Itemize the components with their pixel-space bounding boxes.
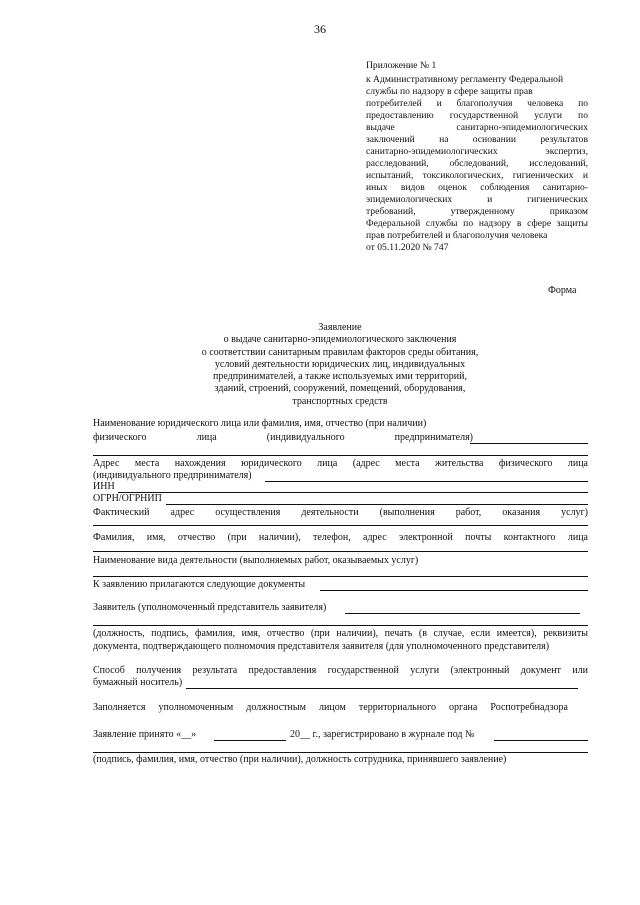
activity-type-label: Наименование вида деятельности (выполняемых работ, оказываемых услуг) — [93, 555, 419, 566]
appendix-line: потребителей и благополучия человека по — [366, 98, 588, 109]
appendix-line: выдаче санитарно-эпидемиологических — [366, 122, 588, 133]
signature-field[interactable] — [93, 625, 588, 626]
applicant-name-field-2[interactable] — [93, 455, 588, 456]
appendix-line: заключений на основании результатов — [366, 134, 588, 145]
contact-person-label: Фамилия, имя, отчество (при наличии), телефон, адрес электронной почты контактного лица — [93, 532, 588, 543]
title-line: транспортных средств — [292, 395, 388, 407]
registration-number-field[interactable] — [494, 740, 588, 741]
page-number: 36 — [314, 22, 326, 36]
accepted-prefix: Заявление принято «__» — [93, 729, 197, 740]
accepted-month-field[interactable] — [214, 740, 286, 741]
actual-address-field[interactable] — [93, 525, 588, 526]
appendix-heading: Приложение № 1 — [366, 60, 437, 71]
title-line: о соответствии санитарным правилам факторов среды обитания, — [201, 346, 479, 358]
applicant-name-field[interactable] — [470, 443, 588, 444]
appendix-line: эпидемиологических и гигиенических — [366, 194, 588, 205]
title-heading: Заявление — [318, 322, 362, 333]
signature-caption: (должность, подпись, фамилия, имя, отчество (при наличии), печать (в случае, если имеется), реквизиты — [93, 628, 588, 639]
address-field[interactable] — [265, 481, 588, 482]
appendix-line: к Административному регламенту Федеральной — [366, 74, 564, 85]
inn-label: ИНН — [93, 481, 115, 492]
ogrn-field[interactable] — [166, 504, 588, 505]
title-line: зданий, строений, сооружений, помещений, оборудования, — [214, 383, 466, 395]
applicant-label: Заявитель (уполномоченный представитель заявителя) — [93, 602, 327, 613]
address-label-2: (индивидуального предпринимателя) — [93, 470, 252, 481]
inn-field[interactable] — [118, 492, 588, 493]
applicant-name-label-2: физического лица (индивидуального предпринимателя) — [93, 432, 473, 443]
appendix-line: предоставлению государственной услуги по — [366, 110, 588, 121]
attachments-field[interactable] — [320, 590, 588, 591]
attachments-label: К заявлению прилагаются следующие документы — [93, 579, 306, 590]
appendix-line: иных видов оценок соблюдения санитарно- — [366, 182, 588, 193]
title-line: предпринимателей, а также используемых ими территорий, — [213, 371, 467, 383]
document-title — [160, 322, 520, 408]
appendix-line: требований, утвержденному приказом — [366, 206, 588, 217]
actual-address-label: Фактический адрес осуществления деятельности (выполнения работ, оказания услуг) — [93, 507, 588, 518]
title-line: о выдаче санитарно-эпидемиологического заключения — [223, 334, 457, 346]
appendix-block — [366, 60, 588, 254]
receipt-method-label: Способ получения результата предоставления государственной услуги (электронный документ или — [93, 665, 588, 676]
appendix-line: санитарно-эпидемиологических экспертиз, — [366, 146, 588, 157]
employee-signature-field[interactable] — [93, 752, 588, 753]
signature-caption-2: документа, подтверждающего полномочия представителя заявителя (для уполномоченного представителя) — [93, 641, 550, 652]
filled-by-label: Заполняется уполномоченным должностным лицом территориального органа Роспотребнадзора — [93, 702, 568, 713]
contact-person-field[interactable] — [93, 551, 588, 552]
address-label: Адрес места нахождения юридического лица (адрес места жительства физического лица — [93, 458, 588, 469]
appendix-line: испытаний, токсикологических, гигиенических и — [366, 170, 588, 181]
ogrn-label: ОГРН/ОГРНИП — [93, 493, 162, 504]
receipt-method-field[interactable] — [186, 688, 578, 689]
appendix-date: от 05.11.2020 № 747 — [366, 242, 449, 253]
applicant-name-label: Наименование юридического лица или фамилия, имя, отчество (при наличии) — [93, 418, 427, 429]
accepted-year-label: 20__ г., зарегистрировано в журнале под № — [290, 729, 475, 740]
appendix-line: прав потребителей и благополучия человека — [366, 230, 548, 241]
appendix-line: расследований, обследований, исследований, — [366, 158, 588, 169]
appendix-line: Федеральной службы по надзору в сфере защиты — [366, 218, 588, 229]
activity-type-field[interactable] — [93, 576, 588, 577]
applicant-field[interactable] — [345, 613, 580, 614]
employee-signature-caption: (подпись, фамилия, имя, отчество (при наличии), должность сотрудника, принявшего заявление) — [93, 754, 507, 765]
form-label: Форма — [548, 285, 577, 296]
receipt-method-label-2: бумажный носитель) — [93, 677, 183, 688]
appendix-line: службы по надзору в сфере защиты прав — [366, 86, 533, 97]
title-line: условий деятельности юридических лиц, индивидуальных — [214, 358, 466, 370]
